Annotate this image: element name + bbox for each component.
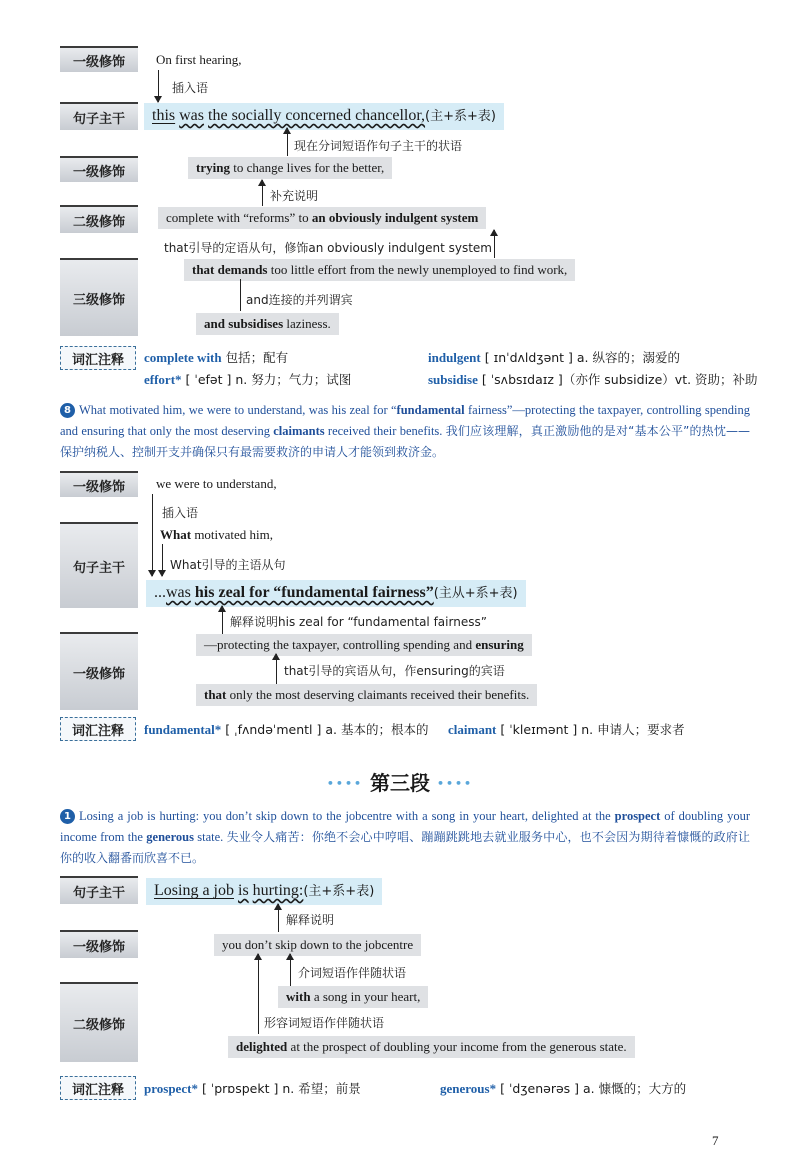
vocab-definition: [ ˈefət ] n. 努力；气力；试图: [185, 372, 352, 387]
p1-text-3: state.: [193, 830, 227, 844]
vocab-star: *: [191, 1081, 198, 1096]
label-main-clause: 句子主干: [60, 522, 138, 608]
vocab-item: [428, 348, 680, 367]
vocab-star: *: [175, 372, 182, 387]
vocab-word: prospect: [144, 1081, 192, 1096]
vocab-definition: [ ˈsʌbsɪdaɪz ]（亦作 subsidize）vt. 资助；补助: [481, 372, 758, 387]
vocab-definition: [ ɪnˈdʌldʒənt ] a. 纵容的；溺爱的: [484, 350, 681, 365]
note-explain: 解释说明his zeal for “fundamental fairness”: [230, 615, 487, 629]
phrase-complete-with: [158, 207, 486, 229]
p8-text-1: What motivated him, we were to understand, was his zeal for “: [79, 403, 397, 417]
section-title-text: 第三段: [370, 771, 430, 795]
phrase-that-demands: [184, 259, 575, 281]
vocab-word: subsidise: [428, 372, 478, 387]
vocab-word: claimant: [448, 722, 497, 737]
note-prep-phrase: 介词短语作伴随状语: [298, 966, 407, 980]
phrase-what-motivated: [160, 527, 273, 543]
arrow-down: [162, 544, 163, 576]
main-clause-7: [144, 103, 504, 130]
arrow-down: [152, 494, 153, 576]
note-adj-phrase: 形容词短语作伴随状语: [264, 1016, 385, 1030]
p8-keyword-1: fundamental: [396, 403, 465, 417]
label-main-clause: 句子主干: [60, 876, 138, 904]
arrow-up: [276, 654, 277, 684]
arrow-up: [258, 954, 259, 1034]
label-level1-modifier: 一级修饰: [60, 632, 138, 710]
page-number: 7: [712, 1133, 719, 1148]
vocab-item: [440, 1079, 686, 1098]
note-and-parallel: and连接的并列谓宾: [246, 293, 353, 307]
vocab-definition: [ ˈprɒspekt ] n. 希望；前景: [201, 1081, 361, 1096]
sentence-1-paragraph: [60, 806, 750, 869]
subject-losing: Losing a job: [154, 882, 234, 899]
p1-keyword-1: prospect: [614, 809, 661, 823]
trying-rest: to change lives for the better,: [233, 160, 385, 175]
verb-is: is: [238, 882, 249, 899]
vocab-word: generous: [440, 1081, 490, 1096]
vocab-item: [448, 720, 685, 739]
label-level3-modifier: 三级修饰: [60, 258, 138, 336]
arrow-up: [222, 606, 223, 636]
vocab-star: *: [214, 722, 222, 737]
word-with: with: [286, 989, 311, 1004]
main-clause-8: [146, 580, 526, 607]
structure-tag: (主+系+表): [303, 884, 375, 899]
note-object-clause: that引导的宾语从句，作ensuring的宾语: [284, 664, 505, 678]
note-explain: 解释说明: [286, 913, 335, 927]
sentence-number-badge: 8: [60, 403, 75, 418]
vocab-definition: [ ˌfʌndəˈmentl ] a. 基本的；根本的: [225, 722, 429, 737]
phrase-on-first-hearing: On first hearing,: [156, 52, 242, 67]
phrase-protecting: [196, 634, 532, 656]
what-rest: motivated him,: [194, 527, 274, 542]
vocab-definition: [ ˈkleɪmənt ] n. 申请人；要求者: [500, 722, 685, 737]
main-clause-1: [146, 878, 382, 905]
p8-keyword-2: claimants: [273, 424, 325, 438]
arrow-down: [158, 70, 159, 102]
phrase-delighted: [228, 1036, 635, 1058]
p8-text-2: fairness”—protecting the taxpayer, controlling spending and ensuring that only the most deserving: [60, 403, 750, 438]
phrase-with-song: [278, 986, 428, 1008]
delighted-rest: at the prospect of doubling your income from the generous state.: [290, 1039, 627, 1054]
predicative: the socially concerned chancellor,: [208, 107, 426, 124]
arrow-up: [262, 180, 263, 206]
p8-text-3: received their benefits.: [324, 424, 446, 438]
p1-keyword-2: generous: [146, 830, 194, 844]
vocab-star: *: [489, 1081, 497, 1096]
predicative-zeal: his zeal for “fundamental fairness”: [194, 584, 434, 601]
note-attributive-clause: that引导的定语从句，修饰an obviously indulgent system: [164, 241, 492, 255]
arrow-up: [494, 230, 495, 258]
note-subject-clause: What引导的主语从句: [170, 558, 286, 572]
vocab-definition: 包括；配有: [225, 350, 289, 365]
vocab-word: effort: [144, 372, 176, 387]
label-vocab-notes: 词汇注释: [60, 1076, 136, 1100]
connector-line: [240, 279, 241, 311]
vocab-definition: [ ˈdʒenərəs ] a. 慷慨的；大方的: [500, 1081, 687, 1096]
arrow-up: [290, 954, 291, 986]
label-level1-modifier: 一级修饰: [60, 156, 138, 182]
note-parenthesis: 插入语: [162, 506, 199, 520]
vocab-item: [144, 720, 428, 739]
ellipsis: ...: [154, 584, 166, 601]
label-level1-modifier: 一级修饰: [60, 471, 138, 497]
sentence-number-badge: 1: [60, 809, 75, 824]
label-level1-modifier: 一级修饰: [60, 930, 138, 958]
phrase-that-only: [196, 684, 537, 706]
phrase-and-subsidises: [196, 313, 339, 335]
label-vocab-notes: 词汇注释: [60, 717, 136, 741]
label-level2-modifier: 二级修饰: [60, 205, 138, 233]
demands-rest: too little effort from the newly unemployed to find work,: [270, 262, 568, 277]
with-rest: a song in your heart,: [313, 989, 421, 1004]
word-ensuring: ensuring: [475, 637, 524, 652]
phrase-trying: [188, 157, 392, 179]
that-demands: that demands: [192, 262, 268, 277]
word-that: that: [204, 687, 227, 702]
subject-this: this: [152, 107, 176, 124]
predicative-hurting: hurting:: [252, 882, 304, 899]
label-main-clause: 句子主干: [60, 102, 138, 130]
phrase-skip-down: you don’t skip down to the jobcentre: [214, 934, 421, 956]
vocab-item: [428, 370, 758, 389]
phrase-we-were: we were to understand,: [156, 476, 277, 491]
vocab-item: [144, 1079, 361, 1098]
that-rest: only the most deserving claimants received their benefits.: [229, 687, 530, 702]
protecting-rest: —protecting the taxpayer, controlling spending and: [204, 637, 473, 652]
p1-translation: 失业令人痛苦：你绝不会心中哼唱、蹦蹦跳跳地去就业服务中心，也不会因为期待着慷慨的政府让你的收入翻番而欣喜不已。: [60, 830, 750, 865]
vocab-item: [144, 348, 288, 367]
structure-tag: (主+系+表): [425, 109, 496, 124]
vocab-word: complete with: [144, 350, 222, 365]
verb-was: was: [166, 584, 191, 601]
arrow-up: [287, 128, 288, 156]
structure-tag: (主从+系+表): [433, 586, 518, 601]
decorative-dots-left: ••••: [326, 777, 364, 790]
note-supplement: 补充说明: [270, 189, 319, 203]
note-parenthesis: 插入语: [172, 81, 209, 95]
indulgent-system: an obviously indulgent system: [311, 210, 479, 225]
vocab-word: fundamental: [144, 722, 215, 737]
p8-translation: 我们应该理解，真正激励他的是对“基本公平”的热忱——保护纳税人、控制开支并确保只有最需要救济的申请人才能领到救济金。: [60, 424, 751, 459]
decorative-dots-right: ••••: [436, 777, 474, 790]
section-title: [0, 767, 800, 796]
word-trying: trying: [196, 160, 230, 175]
sentence-8-paragraph: [60, 400, 750, 463]
subsidises-rest: laziness.: [286, 316, 331, 331]
p1-text-2: of doubling your income from the: [60, 809, 750, 844]
word-what: What: [160, 527, 192, 542]
complete-rest: complete with “reforms” to: [166, 210, 309, 225]
p1-text-1: Losing a job is hurting: you don’t skip down to the jobcentre with a song in your heart, delighted at the: [79, 809, 615, 823]
label-level2-modifier: 二级修饰: [60, 982, 138, 1062]
arrow-up: [278, 904, 279, 932]
and-subsidises: and subsidises: [204, 316, 284, 331]
vocab-word: indulgent: [428, 350, 481, 365]
verb-was: was: [179, 107, 205, 124]
note-participle: 现在分词短语作句子主干的状语: [294, 139, 463, 153]
label-level1-modifier: 一级修饰: [60, 46, 138, 72]
word-delighted: delighted: [236, 1039, 288, 1054]
label-vocab-notes: 词汇注释: [60, 346, 136, 370]
vocab-item: [144, 370, 351, 389]
